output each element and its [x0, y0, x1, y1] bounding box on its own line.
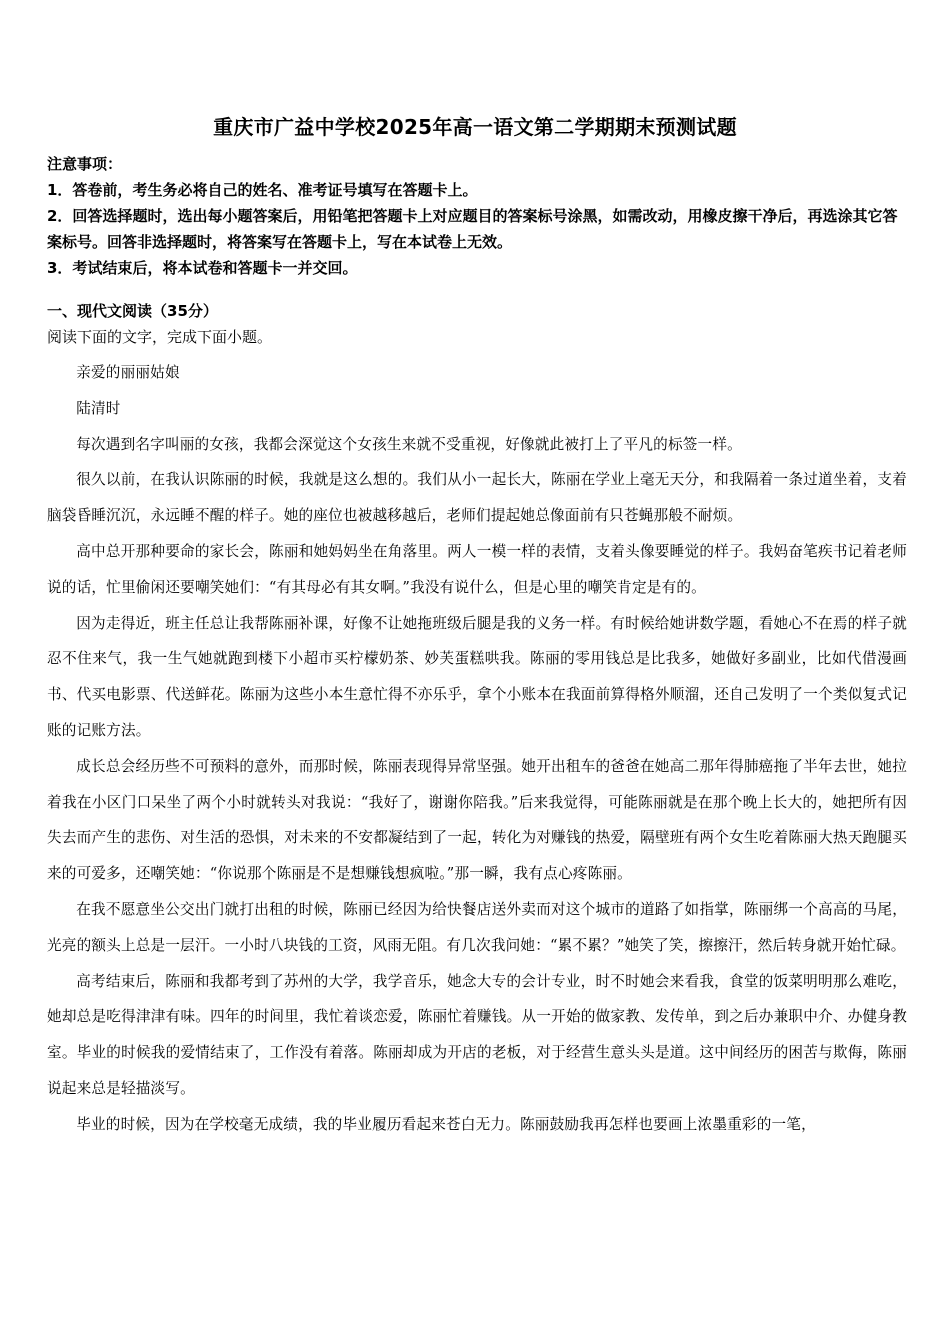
article-paragraph: 很久以前，在我认识陈丽的时候，我就是这么想的。我们从小一起长大，陈丽在学业上毫无天分，和我隔着一条过道坐着，支着脑袋昏睡沉沉，永远睡不醒的样子。她的座位也被越移越后，老师们提起她总像面前有只苍蝇那般不耐烦。: [47, 471, 907, 525]
section-heading: 一、现代文阅读（35分）: [47, 302, 218, 320]
notice-item-2: 2．回答选择题时，选出每小题答案后，用铅笔把答题卡上对应题目的答案标号涂黑，如需改动，用橡皮擦干净后，再选涂其它答案标号。回答非选择题时，将答案写在答题卡上，写在本试卷上无效。: [47, 207, 898, 251]
notice-item-3: 3．考试结束后，将本试卷和答题卡一并交回。: [47, 259, 358, 277]
article-paragraph: 因为走得近，班主任总让我帮陈丽补课，好像不让她拖班级后腿是我的义务一样。有时候给她讲数学题，看她心不在焉的样子就忍不住来气，我一生气她就跑到楼下小超市买柠檬奶茶、妙芙蛋糕哄我。陈丽的零用钱总是比我多，她做好多副业，比如代借漫画书、代买电影票、代送鲜花。陈丽为这些小本生意忙得不亦乐乎，拿个小账本在我面前算得格外顺溜，还自己发明了一个类似复式记账的记账方法。: [47, 614, 907, 739]
reading-passage: [47, 355, 907, 1143]
section-instruction: 阅读下面的文字，完成下面小题。: [47, 328, 273, 346]
article-author: 陆清时: [76, 399, 121, 417]
article-paragraph: 每次遇到名字叫丽的女孩，我都会深觉这个女孩生来就不受重视，好像就此被打上了平凡的标签一样。: [76, 435, 742, 453]
notice-block: [47, 151, 907, 281]
exam-title: 重庆市广益中学校2025年高一语文第二学期期末预测试题: [213, 115, 737, 139]
article-paragraph: 高中总开那种要命的家长会，陈丽和她妈妈坐在角落里。两人一模一样的表情，支着头像要睡觉的样子。我妈奋笔疾书记着老师说的话，忙里偷闲还要嘲笑她们：“有其母必有其女啊。”我没有说什么，但是心里的嘲笑肯定是有的。: [47, 542, 907, 596]
notice-item-1: 1．答卷前，考生务必将自己的姓名、准考证号填写在答题卡上。: [47, 181, 478, 199]
article-paragraph: 毕业的时候，因为在学校毫无成绩，我的毕业履历看起来苍白无力。陈丽鼓励我再怎样也要画上浓墨重彩的一笔，: [76, 1115, 816, 1133]
article-paragraph: 成长总会经历些不可预料的意外，而那时候，陈丽表现得异常坚强。她开出租车的爸爸在她高二那年得肺癌拖了半年去世，她拉着我在小区门口呆坐了两个小时就转头对我说：“我好了，谢谢你陪我。”后来我觉得，可能陈丽就是在那个晚上长大的，她把所有因失去而产生的悲伤、对生活的恐惧，对未来的不安都凝结到了一起，转化为对赚钱的热爱，隔壁班有两个女生吃着陈丽大热天跑腿买来的可爱多，还嘲笑她：“你说那个陈丽是不是想赚钱想疯啦。”那一瞬，我有点心疼陈丽。: [47, 757, 907, 883]
notice-heading: 注意事项：: [47, 155, 123, 173]
article-paragraph: 在我不愿意坐公交出门就打出租的时候，陈丽已经因为给快餐店送外卖而对这个城市的道路了如指掌，陈丽绑一个高高的马尾，光亮的额头上总是一层汗。一小时八块钱的工资，风雨无阻。有几次我问她：“累不累？”她笑了笑，擦擦汗，然后转身就开始忙碌。: [47, 900, 907, 954]
article-paragraph: 高考结束后，陈丽和我都考到了苏州的大学，我学音乐，她念大专的会计专业，时不时她会来看我，食堂的饭菜明明那么难吃，她却总是吃得津津有味。四年的时间里，我忙着谈恋爱，陈丽忙着赚钱。从一开始的做家教、发传单，到之后办兼职中介、办健身教室。毕业的时候我的爱情结束了，工作没有着落。陈丽却成为开店的老板，对于经营生意头头是道。这中间经历的困苦与欺侮，陈丽说起来总是轻描淡写。: [47, 972, 907, 1097]
article-title: 亲爱的丽丽姑娘: [76, 364, 180, 381]
